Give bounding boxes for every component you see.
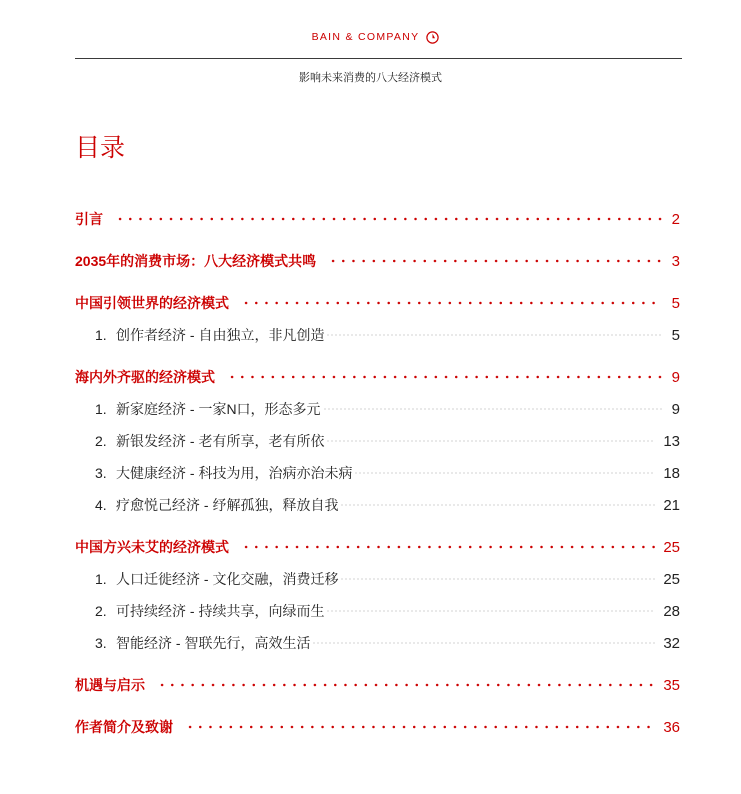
toc-subitem[interactable] xyxy=(75,627,680,659)
dot-leader xyxy=(115,217,662,221)
dot-leader xyxy=(227,375,662,379)
toc-section[interactable] xyxy=(75,669,680,701)
toc-subitem-number: 2. xyxy=(95,603,107,619)
dot-leader xyxy=(323,407,662,411)
toc-subitem[interactable] xyxy=(75,425,680,457)
toc-section[interactable] xyxy=(75,203,680,235)
toc-list xyxy=(75,203,680,743)
toc-subitem-title: 智能经济 - 智联先行，高效生活 xyxy=(116,635,311,651)
toc-page-number: 2 xyxy=(671,210,680,228)
toc-page-number: 35 xyxy=(663,676,680,694)
toc-page-number: 28 xyxy=(663,602,680,620)
header-divider xyxy=(75,58,682,59)
toc-section[interactable] xyxy=(75,711,680,743)
dot-leader xyxy=(354,471,655,475)
bain-logo-icon xyxy=(426,31,439,44)
toc-subitem-title: 人口迁徙经济 - 文化交融，消费迁移 xyxy=(116,571,339,587)
toc-section[interactable] xyxy=(75,287,680,319)
toc-subitem[interactable] xyxy=(75,319,680,351)
toc-section-title: 作者简介及致谢 xyxy=(75,719,173,735)
toc-section[interactable] xyxy=(75,531,680,563)
toc-subitem[interactable] xyxy=(75,595,680,627)
toc-page-number: 3 xyxy=(671,252,680,270)
toc-page-number: 25 xyxy=(663,538,680,556)
dot-leader xyxy=(157,683,655,687)
toc-subitem-title: 疗愈悦己经济 - 纾解孤独，释放自我 xyxy=(116,497,339,513)
toc-page-number: 36 xyxy=(663,718,680,736)
toc-subitem-number: 4. xyxy=(95,497,107,513)
toc-subitem[interactable] xyxy=(75,563,680,595)
dot-leader xyxy=(312,641,655,645)
toc-subitem-title: 新银发经济 - 老有所享，老有所依 xyxy=(116,433,325,449)
toc-subitem-number: 1. xyxy=(95,327,107,343)
toc-page-number: 9 xyxy=(671,368,680,386)
toc-section-title: 中国引领世界的经济模式 xyxy=(75,295,229,311)
brand-header xyxy=(0,29,741,45)
toc-subitem-number: 3. xyxy=(95,635,107,651)
toc-page-number: 32 xyxy=(663,634,680,652)
toc-section-title: 机遇与启示 xyxy=(75,677,145,693)
toc-page-number: 21 xyxy=(663,496,680,514)
toc-section-title: 引言 xyxy=(75,211,103,227)
toc-subitem-title: 可持续经济 - 持续共享，向绿而生 xyxy=(116,603,325,619)
toc-page-number: 5 xyxy=(671,294,680,312)
toc-subitem[interactable] xyxy=(75,457,680,489)
toc-page-number: 13 xyxy=(663,432,680,450)
dot-leader xyxy=(326,609,655,613)
toc-section-title: 2035年的消费市场：八大经济模式共鸣 xyxy=(75,253,317,269)
dot-leader xyxy=(340,577,655,581)
dot-leader xyxy=(340,503,655,507)
toc-subitem[interactable] xyxy=(75,393,680,425)
dot-leader xyxy=(185,725,655,729)
dot-leader xyxy=(326,439,655,443)
toc-subitem-number: 3. xyxy=(95,465,107,481)
toc-section-title: 海内外齐驱的经济模式 xyxy=(75,369,215,385)
toc-subitem[interactable] xyxy=(75,489,680,521)
toc-subitem-number: 1. xyxy=(95,401,107,417)
toc-subitem-title: 大健康经济 - 科技为用，治病亦治未病 xyxy=(116,465,353,481)
toc-section[interactable] xyxy=(75,245,680,277)
dot-leader xyxy=(241,545,655,549)
document-subtitle: 影响未来消费的八大经济模式 xyxy=(299,72,442,84)
toc-subitem-number: 1. xyxy=(95,571,107,587)
toc-title: 目录 xyxy=(75,134,126,162)
toc-page-number: 25 xyxy=(663,570,680,588)
dot-leader xyxy=(328,259,662,263)
toc-section[interactable] xyxy=(75,361,680,393)
toc-page-number: 5 xyxy=(671,326,680,344)
dot-leader xyxy=(241,301,662,305)
toc-section-title: 中国方兴未艾的经济模式 xyxy=(75,539,229,555)
toc-subitem-number: 2. xyxy=(95,433,107,449)
toc-page-number: 9 xyxy=(671,400,680,418)
dot-leader xyxy=(326,333,662,337)
toc-subitem-title: 新家庭经济 - 一家N口，形态多元 xyxy=(116,401,321,417)
toc-subitem-title: 创作者经济 - 自由独立，非凡创造 xyxy=(116,327,325,343)
brand-name: BAIN & COMPANY xyxy=(311,31,420,43)
toc-page-number: 18 xyxy=(663,464,680,482)
